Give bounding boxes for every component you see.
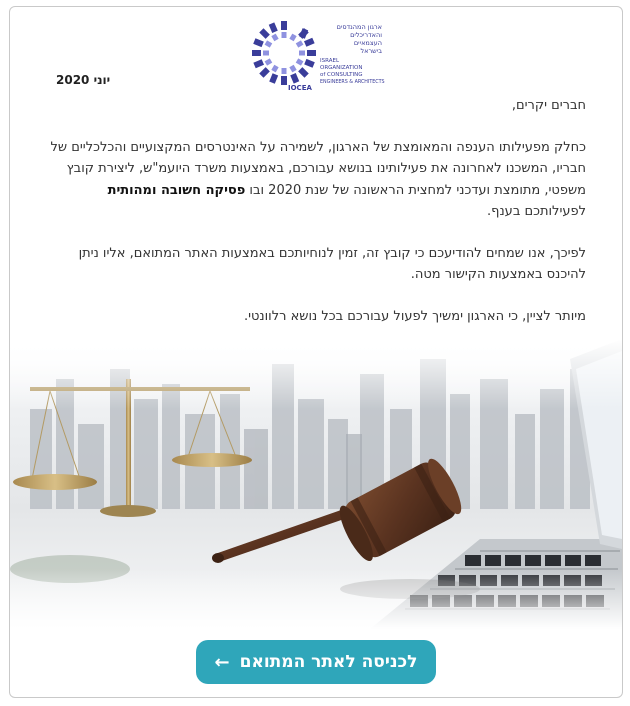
logo-hebrew-1: ארגון המהנדסים [336,23,382,31]
paragraph-1-text: כחלק מפעילותו הענפה והמאומצת של הארגון, לשמירה על האינטרסים המקצועיים והכלכליים של חבריו, המשכנו לאחרונה את פעילותינו בנושא עבורכם, באמצעות משרד היועמ"ש, ליצירת קובץ משפטי, מתומצת ועדכני למחצית הראשונה של שנת 2020 ובו [50,139,586,198]
enter-site-button-label: לכניסה לאתר המתואם [239,652,418,672]
newsletter-card [9,6,623,698]
header [10,7,622,93]
logo-english-3: of CONSULTING [320,72,363,78]
logo-english-1: ISRAEL [320,58,340,64]
logo-hebrew-3: העצמאיים [353,39,382,47]
logo-acronym: IOCEA [288,84,312,91]
arrow-left-icon: ← [214,651,230,673]
paragraph-3: מיותר לציין, כי הארגון ימשיך לפעול עבורכם בכל נושא רלוונטי. [243,308,586,324]
logo-emblem [252,21,316,85]
enter-site-button[interactable] [196,640,436,684]
organization-logo [250,19,390,91]
paragraph-2: לפיכך, אנו שמחים להודיעכם כי קובץ זה, זמין לנוחיותכם באמצעות האתר המתואם, אליו ניתן להיכנס באמצעות הקישור מטה. [78,245,586,282]
paragraph-1-bold: פסיקה חשובה ומהותית [107,182,246,198]
logo-hebrew-4: בישראל [360,47,382,55]
logo-english-4: ENGINEERS & ARCHITECTS [320,80,385,85]
letter-date: יוני 2020 [56,73,111,87]
greeting: חברים יקרים, [511,98,586,113]
logo-hebrew-2: והאדריכלים [350,31,382,39]
paragraph-1-end: לפעילותכם בענף. [487,204,586,219]
law-gavel-image [10,339,622,629]
paragraph-1 [46,137,586,223]
logo-english-2: ORGANIZATION [320,65,363,71]
